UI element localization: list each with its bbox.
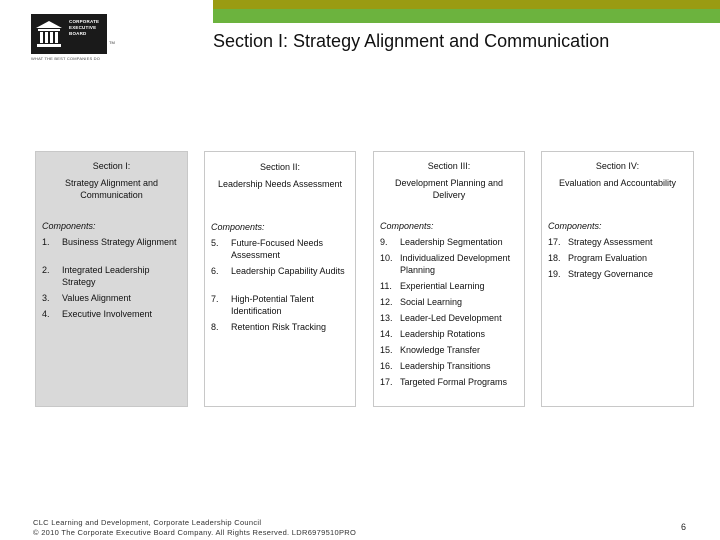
section-heading: Section IV: xyxy=(595,161,640,171)
item-text: Knowledge Transfer xyxy=(400,345,481,355)
component-item xyxy=(380,296,520,308)
component-item xyxy=(380,280,520,292)
building-columns-icon xyxy=(35,19,63,49)
component-item xyxy=(42,264,183,288)
logo-line: EXECUTIVE xyxy=(69,25,97,30)
component-item xyxy=(211,293,351,317)
logo-box xyxy=(31,14,107,54)
item-text: Experiential Learning xyxy=(400,281,485,291)
item-number: 11. xyxy=(380,281,392,291)
item-number: 8. xyxy=(211,322,219,332)
logo-line: BOARD xyxy=(69,31,87,36)
item-number: 1. xyxy=(42,237,50,247)
item-number: 3. xyxy=(42,293,50,303)
section-title: Evaluation and Accountability xyxy=(558,178,677,188)
section-panel-3 xyxy=(373,151,525,407)
item-number: 14. xyxy=(380,329,393,339)
item-text: Strategy Governance xyxy=(568,269,654,279)
footer-copyright xyxy=(33,518,356,538)
item-text: Leadership Transitions xyxy=(400,361,491,371)
item-text: Targeted Formal Programs xyxy=(400,377,508,387)
component-item xyxy=(548,268,689,280)
component-item xyxy=(211,265,351,277)
company-logo xyxy=(31,14,115,62)
header-green-band xyxy=(213,9,720,23)
item-text: Leadership Rotations xyxy=(400,329,486,339)
item-text: Values Alignment xyxy=(62,293,131,303)
section-heading: Section I: xyxy=(92,161,131,171)
section-panel-1 xyxy=(35,151,188,407)
item-text: Leader-Led Development xyxy=(400,313,502,323)
component-item xyxy=(380,252,520,276)
section-heading: Section III: xyxy=(427,161,471,171)
footer-line: © 2010 The Corporate Executive Board Company. All Rights Reserved. LDR6979510PRO xyxy=(33,528,357,537)
component-item xyxy=(42,308,183,320)
logo-line: CORPORATE xyxy=(69,19,100,24)
components-label: Components: xyxy=(548,221,602,231)
item-text: Business Strategy Alignment xyxy=(62,237,177,247)
component-item xyxy=(380,360,520,372)
item-text: Integrated Leadership Strategy xyxy=(62,265,150,287)
section-title: Strategy Alignment and Communication xyxy=(64,178,159,200)
item-number: 7. xyxy=(211,294,219,304)
logo-trademark: TM xyxy=(109,40,115,45)
item-text: Retention Risk Tracking xyxy=(231,322,327,332)
item-text: High-Potential Talent Identification xyxy=(231,294,314,316)
item-text: Program Evaluation xyxy=(568,253,648,263)
component-item xyxy=(548,236,689,248)
logo-wordmark xyxy=(69,19,105,37)
component-item xyxy=(548,252,689,264)
component-item xyxy=(380,344,520,356)
components-label: Components: xyxy=(211,222,265,232)
item-number: 16. xyxy=(380,361,393,371)
item-number: 9. xyxy=(380,237,388,247)
logo-tagline: WHAT THE BEST COMPANIES DO xyxy=(31,56,101,61)
item-number: 15. xyxy=(380,345,393,355)
item-number: 17. xyxy=(548,237,561,247)
item-text: Future-Focused Needs Assessment xyxy=(231,238,324,260)
component-item xyxy=(211,321,351,333)
component-item xyxy=(42,236,183,248)
components-label: Components: xyxy=(380,221,434,231)
item-number: 13. xyxy=(380,313,393,323)
component-item xyxy=(42,292,183,304)
component-item xyxy=(380,376,520,388)
page-number: 6 xyxy=(681,522,687,532)
item-text: Leadership Capability Audits xyxy=(231,266,345,276)
item-text: Social Learning xyxy=(400,297,463,307)
footer-line: CLC Learning and Development, Corporate Leadership Council xyxy=(33,518,262,527)
section-panel-4 xyxy=(541,151,694,407)
section-title: Leadership Needs Assessment xyxy=(217,179,343,189)
slide-title: Section I: Strategy Alignment and Communication xyxy=(213,31,610,51)
components-label: Components: xyxy=(42,221,96,231)
item-number: 12. xyxy=(380,297,393,307)
item-text: Strategy Assessment xyxy=(568,237,653,247)
item-text: Executive Involvement xyxy=(62,309,153,319)
component-item xyxy=(380,236,520,248)
item-number: 5. xyxy=(211,238,219,248)
component-item xyxy=(211,237,351,261)
item-text: Leadership Segmentation xyxy=(400,237,503,247)
item-number: 4. xyxy=(42,309,50,319)
component-item xyxy=(380,328,520,340)
section-panel-2 xyxy=(204,151,356,407)
section-heading: Section II: xyxy=(259,162,301,172)
item-text: Individualized Development Planning xyxy=(400,253,511,275)
component-item xyxy=(380,312,520,324)
section-title: Development Planning and Delivery xyxy=(394,178,504,200)
item-number: 19. xyxy=(548,269,561,279)
item-number: 18. xyxy=(548,253,561,263)
item-number: 10. xyxy=(380,253,393,263)
item-number: 2. xyxy=(42,265,50,275)
item-number: 17. xyxy=(380,377,393,387)
item-number: 6. xyxy=(211,266,219,276)
header-olive-band xyxy=(213,0,720,9)
